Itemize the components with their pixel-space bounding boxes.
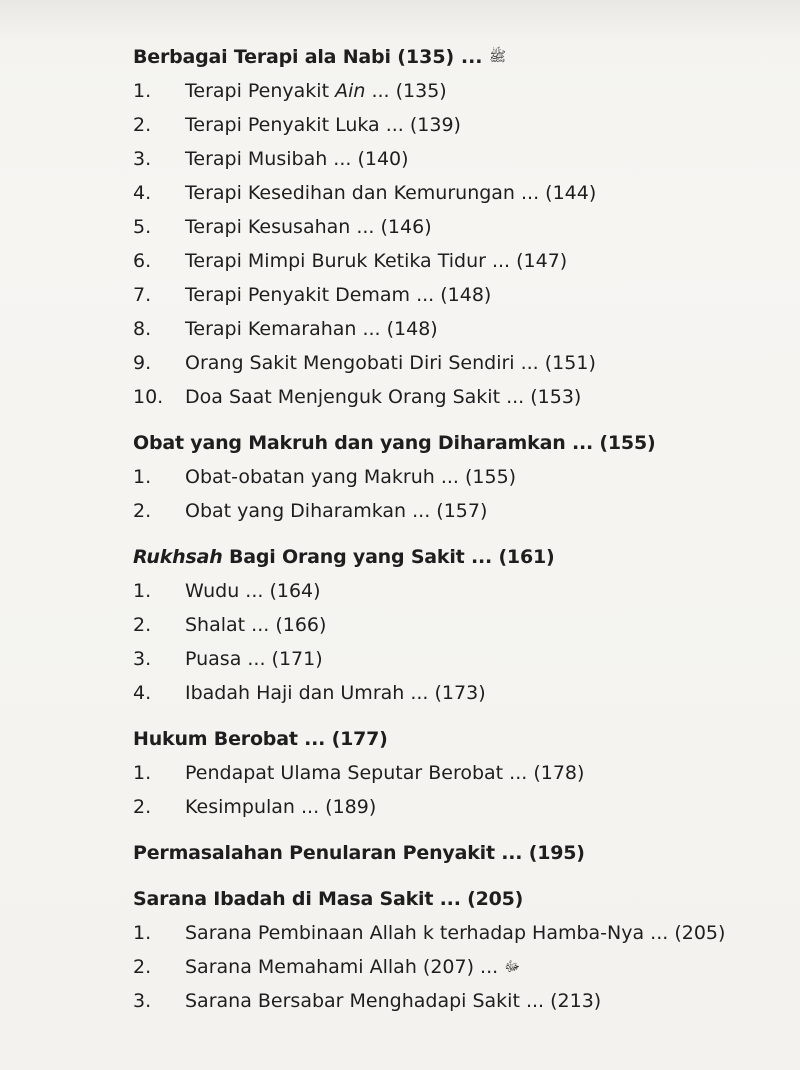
toc-item xyxy=(133,676,773,710)
item-number: 2. xyxy=(133,614,152,636)
toc-item xyxy=(133,916,773,950)
item-text: Shalat ... (166) xyxy=(185,614,327,636)
item-text: Obat-obatan yang Makruh ... (155) xyxy=(185,466,517,488)
item-number: 3. xyxy=(133,148,152,170)
section-heading: Obat yang Makruh dan yang Diharamkan ... (155) xyxy=(133,432,656,454)
toc-item xyxy=(133,74,773,108)
item-number: 6. xyxy=(133,250,152,272)
item-text: Sarana Bersabar Menghadapi Sakit ... (213) xyxy=(185,990,602,1012)
toc-section xyxy=(133,836,773,870)
section-heading: Sarana Ibadah di Masa Sakit ... (205) xyxy=(133,888,524,910)
item-text: Terapi Penyakit Demam ... (148) xyxy=(185,284,492,306)
item-number: 2. xyxy=(133,500,152,522)
toc-item xyxy=(133,380,773,414)
toc-section xyxy=(133,540,773,710)
item-number: 1. xyxy=(133,466,152,488)
item-text: Orang Sakit Mengobati Diri Sendiri ... (151) xyxy=(185,352,596,374)
item-text: Sarana Pembinaan Allah k terhadap Hamba-Nya ... (205) xyxy=(185,922,726,944)
item-text: Ibadah Haji dan Umrah ... (173) xyxy=(185,682,486,704)
item-text-italic: Ain xyxy=(335,80,366,102)
toc-item xyxy=(133,984,773,1018)
table-of-contents xyxy=(133,40,773,1030)
toc-item xyxy=(133,756,773,790)
toc-item xyxy=(133,210,773,244)
toc-item xyxy=(133,608,773,642)
item-text: Wudu ... (164) xyxy=(185,580,321,602)
toc-item xyxy=(133,346,773,380)
item-text: Kesimpulan ... (189) xyxy=(185,796,377,818)
honorific-glyph: ﷺ xyxy=(489,49,507,65)
toc-section xyxy=(133,722,773,824)
item-number: 1. xyxy=(133,580,152,602)
toc-section xyxy=(133,882,773,1018)
toc-section xyxy=(133,426,773,528)
item-number: 2. xyxy=(133,796,152,818)
item-text: Puasa ... (171) xyxy=(185,648,323,670)
toc-item xyxy=(133,176,773,210)
item-text-part: ... (207) xyxy=(422,956,505,978)
section-heading xyxy=(133,540,773,574)
item-text xyxy=(185,956,520,978)
item-number: 1. xyxy=(133,762,152,784)
item-number: 10. xyxy=(133,386,164,408)
section-heading xyxy=(133,40,773,74)
heading-italic: Rukhsah xyxy=(133,546,223,568)
toc-item xyxy=(133,950,773,984)
toc-section xyxy=(133,40,773,414)
toc-item xyxy=(133,312,773,346)
item-text: Terapi Kesedihan dan Kemurungan ... (144) xyxy=(185,182,597,204)
section-heading: Permasalahan Penularan Penyakit ... (195) xyxy=(133,842,585,864)
honorific-glyph: ﷻ xyxy=(504,959,521,975)
item-number: 2. xyxy=(133,956,152,978)
item-text: Terapi Penyakit Luka ... (139) xyxy=(185,114,461,136)
toc-item xyxy=(133,574,773,608)
item-number: 9. xyxy=(133,352,152,374)
heading-text: Bagi Orang yang Sakit ... (161) xyxy=(222,546,555,568)
section-heading: Hukum Berobat ... (177) xyxy=(133,728,388,750)
item-number: 1. xyxy=(133,80,152,102)
toc-item xyxy=(133,642,773,676)
item-text: Doa Saat Menjenguk Orang Sakit ... (153) xyxy=(185,386,582,408)
item-text: Obat yang Diharamkan ... (157) xyxy=(185,500,488,522)
item-number: 1. xyxy=(133,922,152,944)
toc-item xyxy=(133,278,773,312)
item-text: Terapi Kesusahan ... (146) xyxy=(185,216,432,238)
item-text: Terapi Musibah ... (140) xyxy=(185,148,409,170)
item-number: 4. xyxy=(133,682,152,704)
item-text: Terapi Kemarahan ... (148) xyxy=(185,318,438,340)
item-text-part: Terapi Penyakit xyxy=(185,80,336,102)
item-text: Terapi Mimpi Buruk Ketika Tidur ... (147) xyxy=(185,250,568,272)
item-text: Pendapat Ulama Seputar Berobat ... (178) xyxy=(185,762,585,784)
item-text xyxy=(185,80,447,102)
toc-item xyxy=(133,460,773,494)
toc-item xyxy=(133,494,773,528)
item-number: 4. xyxy=(133,182,152,204)
item-number: 7. xyxy=(133,284,152,306)
item-text-part: Sarana Memahami Allah xyxy=(185,956,423,978)
toc-item xyxy=(133,142,773,176)
item-number: 8. xyxy=(133,318,152,340)
toc-item xyxy=(133,108,773,142)
heading-page: ... (135) xyxy=(397,46,490,68)
toc-item xyxy=(133,790,773,824)
item-text-part: ... (135) xyxy=(365,80,447,102)
heading-text: Berbagai Terapi ala Nabi xyxy=(133,46,391,68)
item-number: 5. xyxy=(133,216,152,238)
item-number: 3. xyxy=(133,648,152,670)
item-number: 3. xyxy=(133,990,152,1012)
toc-item xyxy=(133,244,773,278)
item-number: 2. xyxy=(133,114,152,136)
